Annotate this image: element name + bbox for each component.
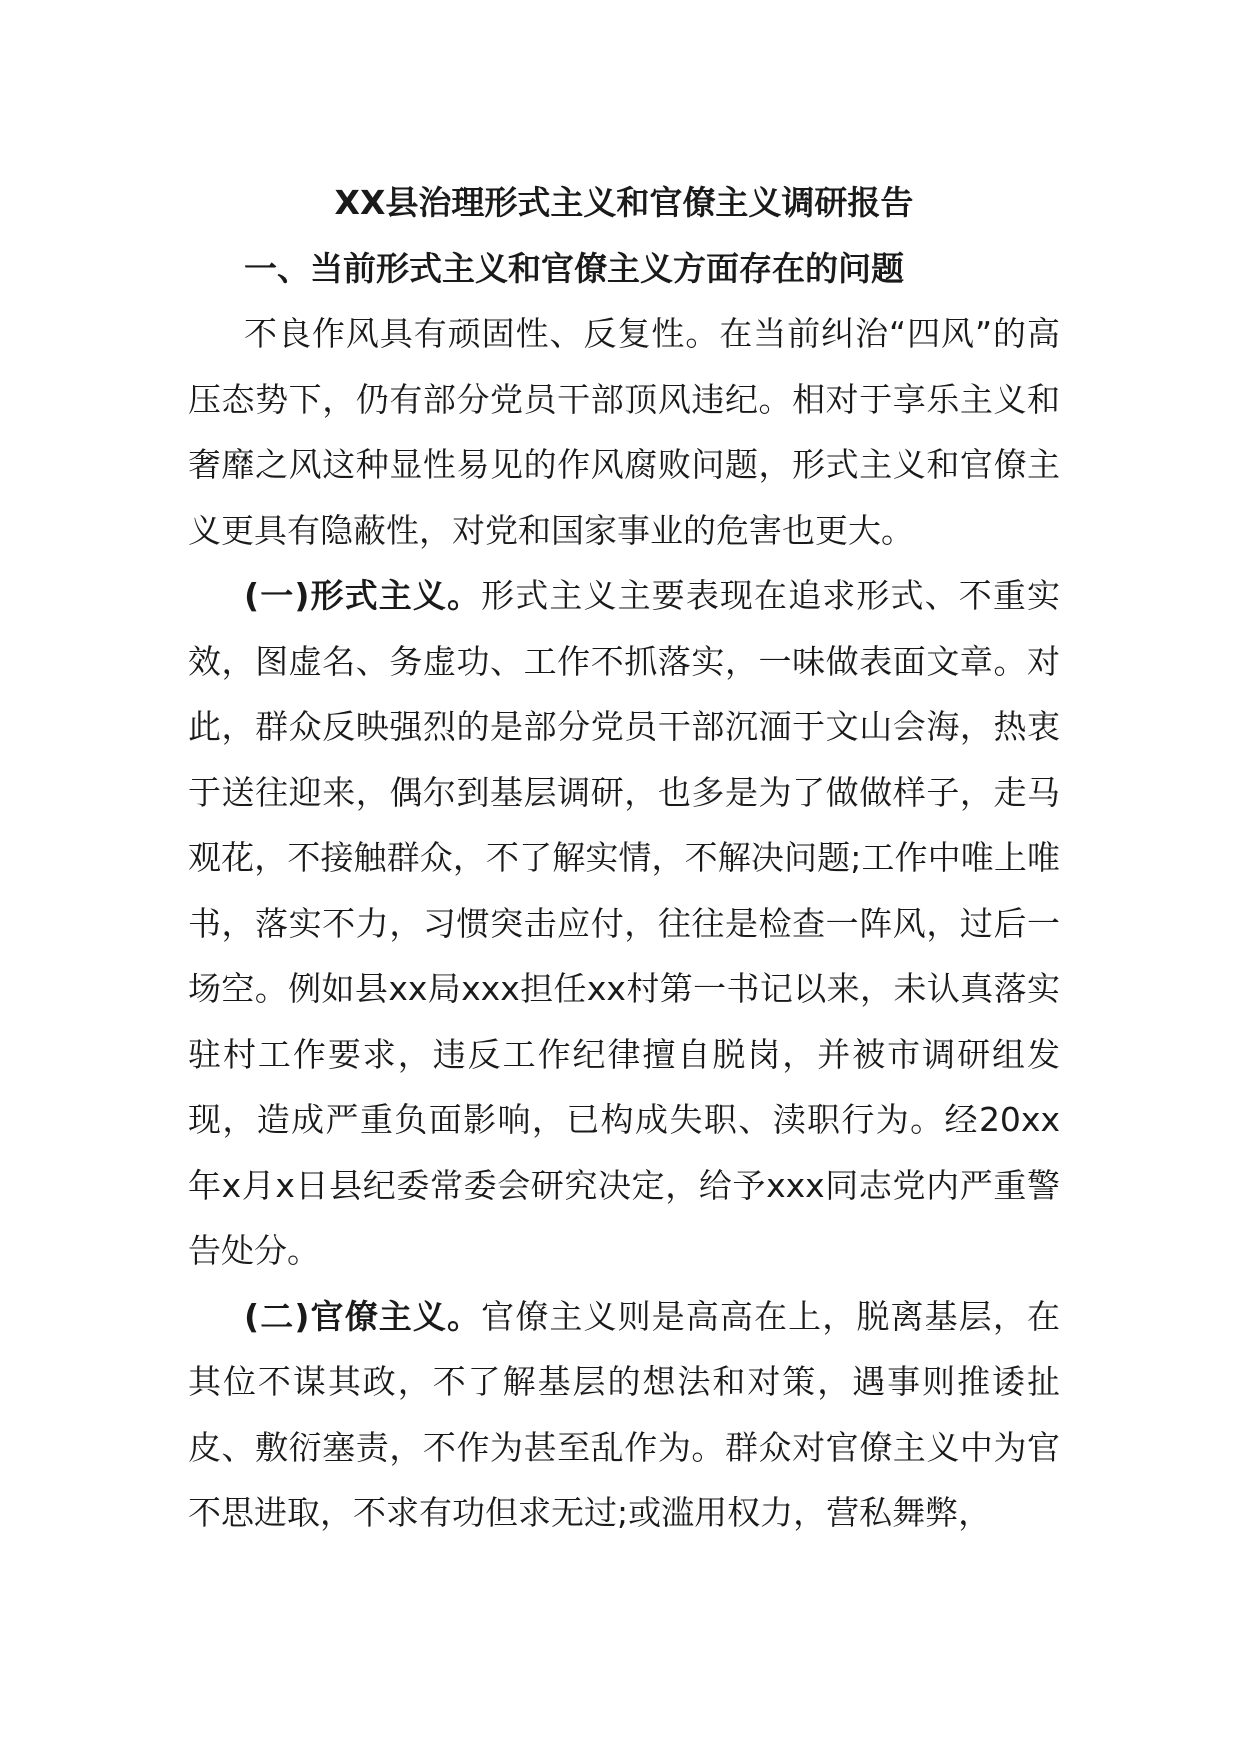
document-page	[188, 170, 1060, 1546]
item-text-formalism: 形式主义主要表现在追求形式、不重实效，图虚名、务虚功、工作不抓落实，一味做表面文章。对此，群众反映强烈的是部分党员干部沉湎于文山会海，热衷于送往迎来，偶尔到基层调研，也多是为了做做样子，走马观花，不接触群众，不了解实情，不解决问题;工作中唯上唯书，落实不力，习惯突击应付，往往是检查一阵风，过后一场空。例如县xx局xxx担任xx村第一书记以来，未认真落实驻村工作要求，违反工作纪律擅自脱岗，并被市调研组发现，造成严重负面影响，已构成失职、渎职行为。经20xx年x月x日县纪委常委会研究决定，给予xxx同志党内严重警告处分。	[188, 576, 1060, 1270]
document-title: XX县治理形式主义和官僚主义调研报告	[334, 183, 914, 222]
item-text-bureaucratism: 官僚主义则是高高在上，脱离基层，在其位不谋其政，不了解基层的想法和对策，遇事则推诿扯皮、敷衍塞责，不作为甚至乱作为。群众对官僚主义中为官不思进取，不求有功但求无过;或滥用权力，营私舞弊，	[188, 1296, 1060, 1532]
intro-paragraph: 不良作风具有顽固性、反复性。在当前纠治“四风”的高压态势下，仍有部分党员干部顶风违纪。相对于享乐主义和奢靡之风这种显性易见的作风腐败问题，形式主义和官僚主义更具有隐蔽性，对党和国家事业的危害也更大。	[188, 314, 1060, 550]
section-heading: 一、当前形式主义和官僚主义方面存在的问题	[244, 248, 904, 288]
item-lead-formalism: (一)形式主义。	[244, 576, 482, 615]
item-paragraph-formalism	[188, 563, 1060, 1284]
item-paragraph-bureaucratism	[188, 1284, 1060, 1546]
item-lead-bureaucratism: (二)官僚主义。	[244, 1296, 482, 1336]
